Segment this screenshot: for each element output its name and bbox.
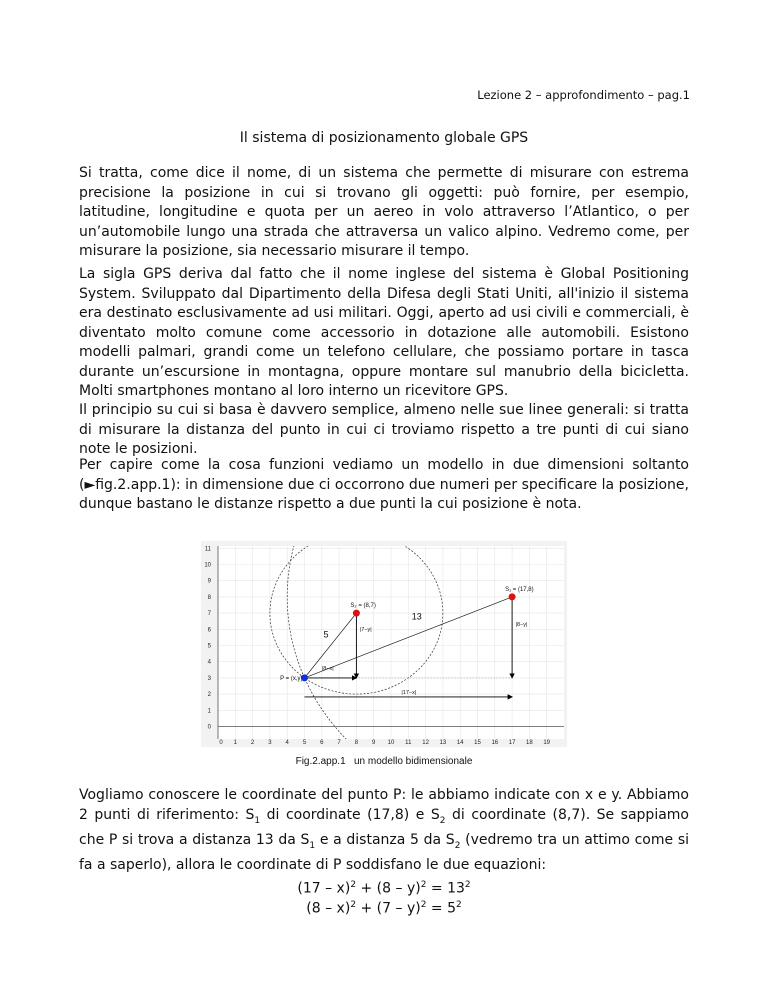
y-tick-label: 10	[204, 562, 211, 569]
x-tick-label: 19	[543, 740, 551, 746]
caption-text: un modello bidimensionale	[353, 756, 473, 767]
figure-caption	[0, 756, 768, 767]
x-tick-label: 11	[405, 740, 412, 746]
caption-number: Fig.2.app.1	[295, 756, 346, 767]
page-header: Lezione 2 – approfondimento – pag.1	[477, 88, 690, 102]
x-tick-label: 15	[474, 740, 481, 746]
label-8y: |8−y|	[515, 622, 528, 629]
paragraph-2d-model: Per capire come la cosa funzioni vediamo un modello in due dimensioni soltanto (►fig.2.app.1): in dimensione due ci occorrono due numeri per specificare la posizione, dunque bastano le distanze rispetto a due punti la cui posizione è nota.	[79, 457, 689, 512]
x-tick-label: 17	[508, 740, 516, 746]
figure-2d-model	[201, 541, 567, 747]
paragraph-gps-name: La sigla GPS deriva dal fatto che il nome inglese del sistema è Global Positioning System. Sviluppato dal Dipartimento della Difesa degli Stati Uniti, all'inizio il sistema era destinato esclusivamente ad usi militari. Oggi, aperto ad usi civili e commerciali, è diventato molto comune come accessorio in dotazione alle automobili. Esistono modelli palmari, grandi come un telefono cellulare, che possiamo portare in tasca durante un’escursione in montagna, oppure montare sul manubrio della bicicletta. Molti smartphones montano al loro interno un ricevitore GPS.	[79, 266, 689, 399]
x-tick-label: 9	[372, 740, 376, 746]
x-tick-label: 14	[456, 740, 464, 746]
y-tick-label: 6	[207, 627, 211, 634]
y-tick-label: 2	[207, 692, 211, 699]
x-tick-label: 0	[219, 740, 223, 746]
x-tick-label: 10	[387, 740, 395, 746]
y-tick-label: 3	[207, 675, 211, 682]
page-title: Il sistema di posizionamento globale GPS	[239, 130, 529, 146]
x-tick-label: 18	[526, 740, 533, 746]
y-tick-label: 8	[207, 594, 211, 601]
y-tick-label: 9	[207, 578, 211, 585]
x-tick-label: 6	[320, 740, 324, 746]
x-tick-label: 1	[233, 740, 237, 746]
x-tick-label: 7	[337, 740, 341, 746]
label-distance-5: 5	[323, 629, 329, 640]
label-8x: |8−x|	[321, 665, 334, 672]
equation-2: $(8 - x)^2 + (7 - y)^2 = 5^2$	[306, 900, 462, 917]
x-tick-label: 13	[439, 740, 447, 746]
x-tick-label: 3	[268, 740, 272, 746]
point-s2	[353, 610, 360, 617]
paragraph-principle: Il principio su cui si basa è davvero semplice, almeno nelle sue linee generali: si tratta di misurare la distanza del punto in cui ci troviamo rispetto a tre punti di cui siano note le posizioni.	[79, 402, 689, 457]
label-p: P = (x,y)	[280, 675, 303, 682]
y-tick-label: 4	[207, 659, 211, 666]
label-s1: S₁ = (17,8)	[505, 586, 534, 593]
paragraph-equations-intro: Vogliamo conoscere le coordinate del punto P: le abbiamo indicate con x e y. Abbiamo 2 punti di riferimento: $S_1$ di coordinate (17,8) e $S_2$ di coordinate (8,7). Se sappiamo che P si trova a distanza 13 da $S_1$ e a distanza 5 da $S_2$ (vedremo tra un attimo come si fa a saperlo), allora le coordinate di P soddisfano le due equazioni:	[79, 787, 690, 874]
x-tick-label: 5	[302, 740, 307, 746]
label-s2: S₂ = (8,7)	[350, 603, 376, 610]
y-tick-label: 7	[207, 611, 211, 618]
x-tick-label: 4	[285, 740, 289, 746]
gps-diagram	[201, 541, 567, 747]
paragraph-intro: Si tratta, come dice il nome, di un sistema che permette di misurare con estrema precisione la posizione in cui si trovano gli oggetti: può fornire, per esempio, latitudine, longitudine e quota per un aereo in volo attraverso l’Atlantico, o per un’automobile lungo una strada che attraversa un valico alpino. Vedremo come, per misurare la posizione, sia necessario misurare il tempo.	[79, 165, 689, 259]
y-tick-label: 11	[204, 546, 211, 553]
x-tick-label: 16	[491, 740, 499, 746]
x-tick-label: 8	[354, 740, 359, 746]
label-7y: |7−y|	[359, 626, 372, 633]
x-tick-label: 12	[422, 740, 429, 746]
label-17x: |17−x|	[401, 689, 417, 696]
x-tick-label: 2	[250, 740, 255, 746]
equation-1: $(17 - x)^2 + (8 - y)^2 = 13^2$	[297, 880, 471, 897]
y-tick-label: 1	[207, 708, 211, 715]
y-tick-label: 5	[207, 643, 211, 650]
y-tick-label: 0	[207, 724, 211, 731]
label-distance-13: 13	[411, 611, 422, 622]
point-s1	[509, 593, 516, 600]
